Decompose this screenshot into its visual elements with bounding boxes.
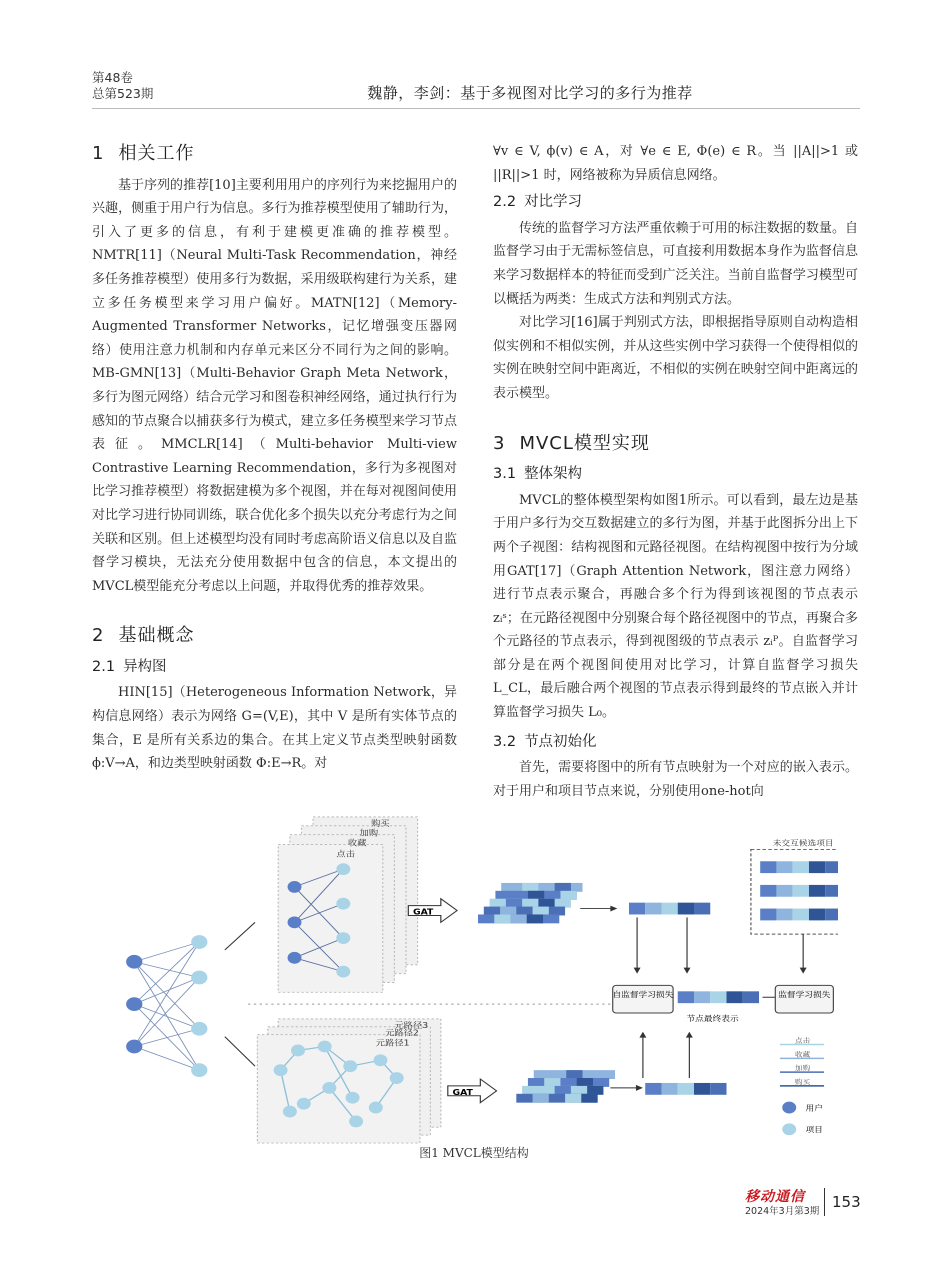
svg-text:GAT: GAT [412, 908, 434, 918]
section-2-1-paragraph-cont: ∀v ∈ V, ϕ(v) ∈ A，对 ∀e ∈ E, Φ(e) ∈ R。当 ||A||>1 或 ||R||>1 时，网络被称为异质信息网络。 [493, 144, 858, 183]
section-3-1-heading: 3.1 整体架构 [493, 466, 583, 483]
section-1-paragraph: 基于序列的推荐[10]主要利用用户的序列行为来挖掘用户的兴趣，侧重于用户行为信息。多行为推荐模型使用了辅助行为，引入了更多的信息，有利于建模更准确的推荐模型。NMTR[11]（Neural Multi-Task Recommendation，神经多任务推荐模型）使用多行为数据，采用级联构建行为关系，建立多任务模型来学习用户偏好。MATN[12]（Memory-Augmented Transformer Networks，记忆增强变压器网络）使用注意力机制和内存单元来区分不同行为之间的影响。MB-GMN[13]（Multi-Behavior Graph Meta Network，多行为图元网络）结合元学习和图卷积神经网络，通过执行行为感知的节点聚合以捕获多行为模式，建立多任务模型来学习节点表征。MMCLR[14]（Multi-behavior Multi-view Contrastive Learning Recommendation，多行为多视图对比学习推荐模型）将数据建模为多个视图，并在每对视图间使用对比学习进行协同训练，联合优化多个损失以充分考虑行为之间关联和区别。但上述模型均没有同时考虑高阶语义信息以及自监督学习模块，无法充分使用数据中包含的信息，本文提出的MVCL模型能充分考虑以上问题，并取得优秀的推荐效果。 [92, 177, 457, 594]
svg-text:GAT: GAT [452, 1088, 473, 1098]
ssl-loss-box [612, 985, 673, 1013]
figure-caption: 图1 MVCL模型结构 [419, 1146, 529, 1160]
svg-text:购买: 购买 [795, 1078, 811, 1086]
section-3-heading: 3 MVCL模型实现 [493, 432, 650, 454]
svg-text:元路径1: 元路径1 [375, 1039, 410, 1049]
svg-text:节点最终表示: 节点最终表示 [686, 1014, 739, 1023]
metapath-view-embeddings [516, 1070, 615, 1103]
svg-text:点击: 点击 [336, 849, 355, 860]
section-3-1-paragraph: MVCL的整体模型架构如图1所示。可以看到，最左边是基于用户多行为交互数据建立的多行为图，并基于此图拆分出上下两个子视图：结构视图和元路径视图。在结构视图中按行为分域用GAT[17]（Graph Attention Network，图注意力网络）进行节点表示聚合，再融合多个行为得到该视图的节点表示 zᵢˢ；在元路径视图中分别聚合每个路径视图中的节点，再聚合多个元路径的节点表示，得到视图级的节点表示 zᵢᴾ。自监督学习部分是在两个视图间使用对比学习，计算自监督学习损失 L_CL，最后融合两个视图的节点表示得到最终的节点嵌入并计算监督学习损失 L₀。 [493, 492, 858, 721]
section-3-2-paragraph: 首先，需要将图中的所有节点映射为一个对应的嵌入表示。对于用户和项目节点来说，分别使用one-hot向 [493, 760, 858, 799]
journal-logo: 移动通信 [745, 1189, 805, 1205]
structure-view-embeddings [478, 883, 583, 923]
section-2-1-heading: 2.1 异构图 [92, 658, 167, 675]
svg-text:元路径2: 元路径2 [385, 1029, 419, 1039]
svg-text:项目: 项目 [805, 1125, 823, 1135]
final-node-vector [678, 991, 759, 1022]
candidate-items-box [751, 838, 838, 934]
section-2-heading: 2 基础概念 [92, 625, 195, 647]
svg-text:用户: 用户 [805, 1104, 823, 1113]
svg-text:加购: 加购 [795, 1064, 811, 1072]
section-2-1-paragraph: HIN[15]（Heterogeneous Information Network，异构信息网络）表示为网络 G=(V,E)，其中 V 是所有实体节点的集合，E 是所有关系边的集合。在其上定义节点类型映射函数 ϕ:V→A，和边类型映射函数 Φ:E→R。对 [92, 685, 457, 772]
multi-behavior-graph [134, 942, 199, 1070]
svg-text:未交互候选项目: 未交互候选项目 [772, 839, 834, 848]
metapath-view-stack [257, 1019, 440, 1143]
footer-separator [824, 1188, 825, 1216]
running-title: 魏静，李剑：基于多视图对比学习的多行为推荐 [367, 84, 693, 102]
section-1-heading: 1 相关工作 [92, 143, 195, 164]
section-3-2-heading: 3.2 节点初始化 [493, 733, 597, 750]
svg-text:自监督学习损失: 自监督学习损失 [612, 990, 674, 1000]
section-2-2-heading: 2.2 对比学习 [493, 194, 583, 211]
issue-total: 总第523期 [92, 86, 154, 101]
left-column [92, 140, 457, 776]
right-column [493, 140, 858, 803]
svg-text:监督学习损失: 监督学习损失 [778, 990, 831, 1000]
metapath-view-vector [645, 1083, 726, 1095]
volume: 第48卷 [92, 70, 133, 85]
header-rule [92, 108, 860, 109]
mvcl-architecture-figure [118, 812, 838, 1147]
behavior-view-stack [278, 817, 417, 992]
section-2-2-paragraph-2: 对比学习[16]属于判别式方法，即根据指导原则自动构造相似实例和不相似实例，并从这些实例中学习获得一个使得相似的实例在映射空间中距离近，不相似的实例在映射空间中距离远的表示模型。 [493, 315, 858, 401]
gat-arrow-bottom [448, 1079, 497, 1103]
svg-text:收藏: 收藏 [795, 1050, 811, 1059]
svg-text:点击: 点击 [795, 1037, 811, 1045]
section-2-2-paragraph-1: 传统的监督学习方法严重依赖于可用的标注数据的数量。自监督学习由于无需标签信息，可直接利用数据本身作为监督信息来学习数据样本的特征而受到广泛关注。当前自监督学习模型可以概括为两类：生成式方法和判别式方法。 [493, 220, 858, 307]
structure-view-vector [629, 903, 710, 915]
svg-text:元路径3: 元路径3 [394, 1021, 429, 1031]
svg-text:加购: 加购 [359, 829, 379, 839]
supervised-loss-box [775, 985, 833, 1013]
svg-text:购买: 购买 [371, 819, 390, 829]
issue-date: 2024年3月第3期 [745, 1206, 820, 1217]
figure-legend [780, 1036, 824, 1135]
page-number: 153 [832, 1193, 861, 1211]
svg-text:收藏: 收藏 [347, 839, 367, 849]
